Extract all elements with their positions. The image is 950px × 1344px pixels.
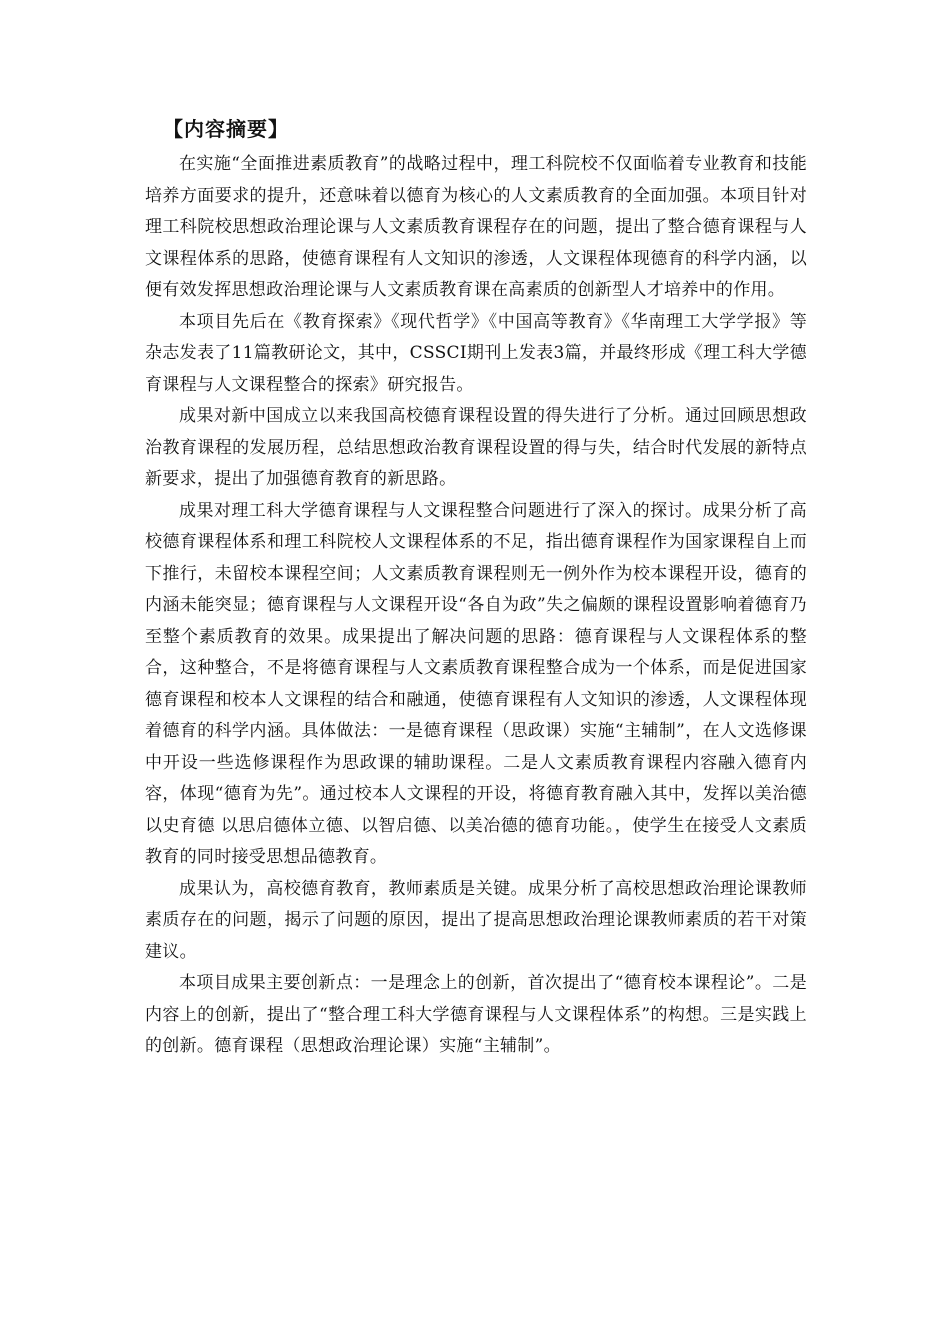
document-body [145,115,807,1063]
paragraph-teachers: 成果认为，高校德育教育，教师素质是关键。成果分析了高校思想政治理论课教师素质存在的问题，揭示了问题的原因，提出了提高思想政治理论课教师素质的若干对策建议。 [145,878,807,962]
section-heading: 【内容摘要】 [163,117,289,141]
paragraph-intro: 在实施“全面推进素质教育”的战略过程中，理工科院校不仅面临着专业教育和技能培养方面要求的提升，还意味着以德育为核心的人文素质教育的全面加强。本项目针对理工科院校思想政治理论课与人文素质教育课程存在的问题，提出了整合德育课程与人文课程体系的思路，使德育课程有人文知识的渗透，人文课程体现德育的科学内涵，以便有效发挥思想政治理论课与人文素质教育课在高素质的创新型人才培养中的作用。 [145,154,807,300]
paragraph-innovations: 本项目成果主要创新点：一是理念上的创新，首次提出了“德育校本课程论”。二是内容上的创新，提出了“整合理工科大学德育课程与人文课程体系”的构想。三是实践上的创新。德育课程（思想政治理论课）实施“主辅制”。 [145,973,807,1056]
paragraph-integration: 成果对理工科大学德育课程与人文课程整合问题进行了深入的探讨。成果分析了高校德育课程体系和理工科院校人文课程体系的不足，指出德育课程作为国家课程自上而下推行，未留校本课程空间；人文素质教育课程则无一例外作为校本课程开设，德育的内涵未能突显；德育课程与人文课程开设“各自为政”失之偏颇的课程设置影响着德育乃至整个素质教育的效果。成果提出了解决问题的思路：德育课程与人文课程体系的整合，这种整合，不是将德育课程与人文素质教育课程整合成为一个体系，而是促进国家德育课程和校本人文课程的结合和融通，使德育课程有人文知识的渗透，人文课程体现着德育的科学内涵。具体做法：一是德育课程（思政课）实施“主辅制”，在人文选修课中开设一些选修课程作为思政课的辅助课程。二是人文素质教育课程内容融入德育内容，体现“德育为先”。通过校本人文课程的开设，将德育教育融入其中，发挥以美治德以史育德 以思启德体立德、以智启德、以美冶德的德育功能。，使学生在接受人文素质教育的同时接受思想品德教育。 [145,500,807,867]
paragraph-history-analysis: 成果对新中国成立以来我国高校德育课程设置的得失进行了分析。通过回顾思想政治教育课程的发展历程，总结思想政治教育课程设置的得与失，结合时代发展的新特点新要求，提出了加强德育教育的新思路。 [145,406,807,489]
paragraph-publications: 本项目先后在《教育探索》《现代哲学》《中国高等教育》《华南理工大学学报》等杂志发表了11篇教研论文，其中，CSSCI期刊上发表3篇，并最终形成《理工科大学德育课程与人文课程整合的探索》研究报告。 [145,311,807,395]
